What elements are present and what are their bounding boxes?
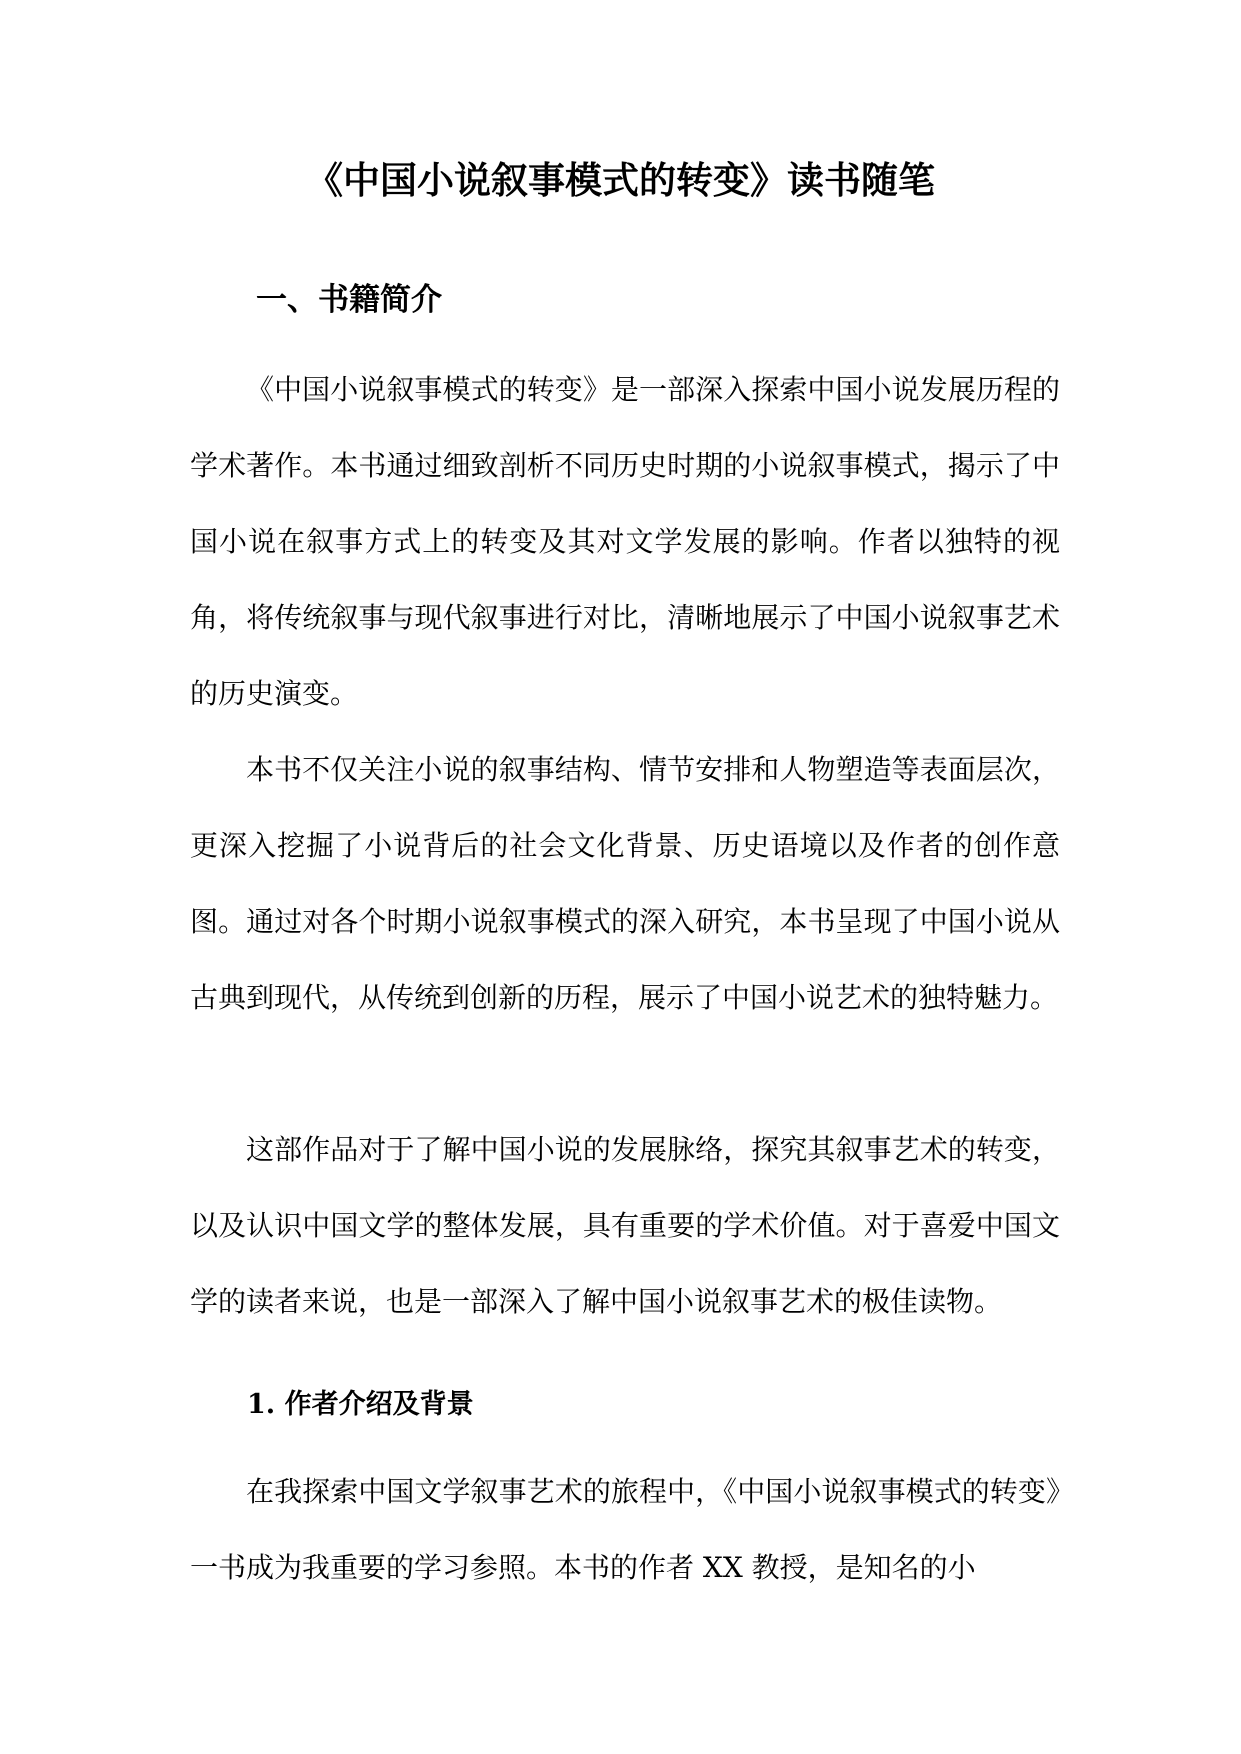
subsection-heading-author: 1. 作者介绍及背景 (247, 1389, 474, 1420)
paragraph: 这部作品对于了解中国小说的发展脉络，探究其叙事艺术的转变，以及认识中国文学的整体发展，具有重要的学术价值。对于喜爱中国文学的读者来说，也是一部深入了解中国小说叙事艺术的极佳读物。 (190, 1133, 1060, 1318)
paragraph: 《中国小说叙事模式的转变》是一部深入探索中国小说发展历程的学术著作。本书通过细致剖析不同历史时期的小说叙事模式，揭示了中国小说在叙事方式上的转变及其对文学发展的影响。作者以独特的视角，将传统叙事与现代叙事进行对比，清晰地展示了中国小说叙事艺术的历史演变。 (190, 373, 1060, 710)
document-title: 《中国小说叙事模式的转变》读书随笔 (306, 158, 935, 202)
paragraph: 本书不仅关注小说的叙事结构、情节安排和人物塑造等表面层次，更深入挖掘了小说背后的社会文化背景、历史语境以及作者的创作意图。通过对各个时期小说叙事模式的深入研究，本书呈现了中国小说从古典到现代，从传统到创新的历程，展示了中国小说艺术的独特魅力。 (190, 753, 1060, 1014)
section-heading-book-intro: 一、书籍简介 (256, 282, 442, 318)
paragraph: 在我探索中国文学叙事艺术的旅程中，《中国小说叙事模式的转变》一书成为我重要的学习参照。本书的作者 XX 教授，是知名的小 (190, 1475, 1060, 1584)
